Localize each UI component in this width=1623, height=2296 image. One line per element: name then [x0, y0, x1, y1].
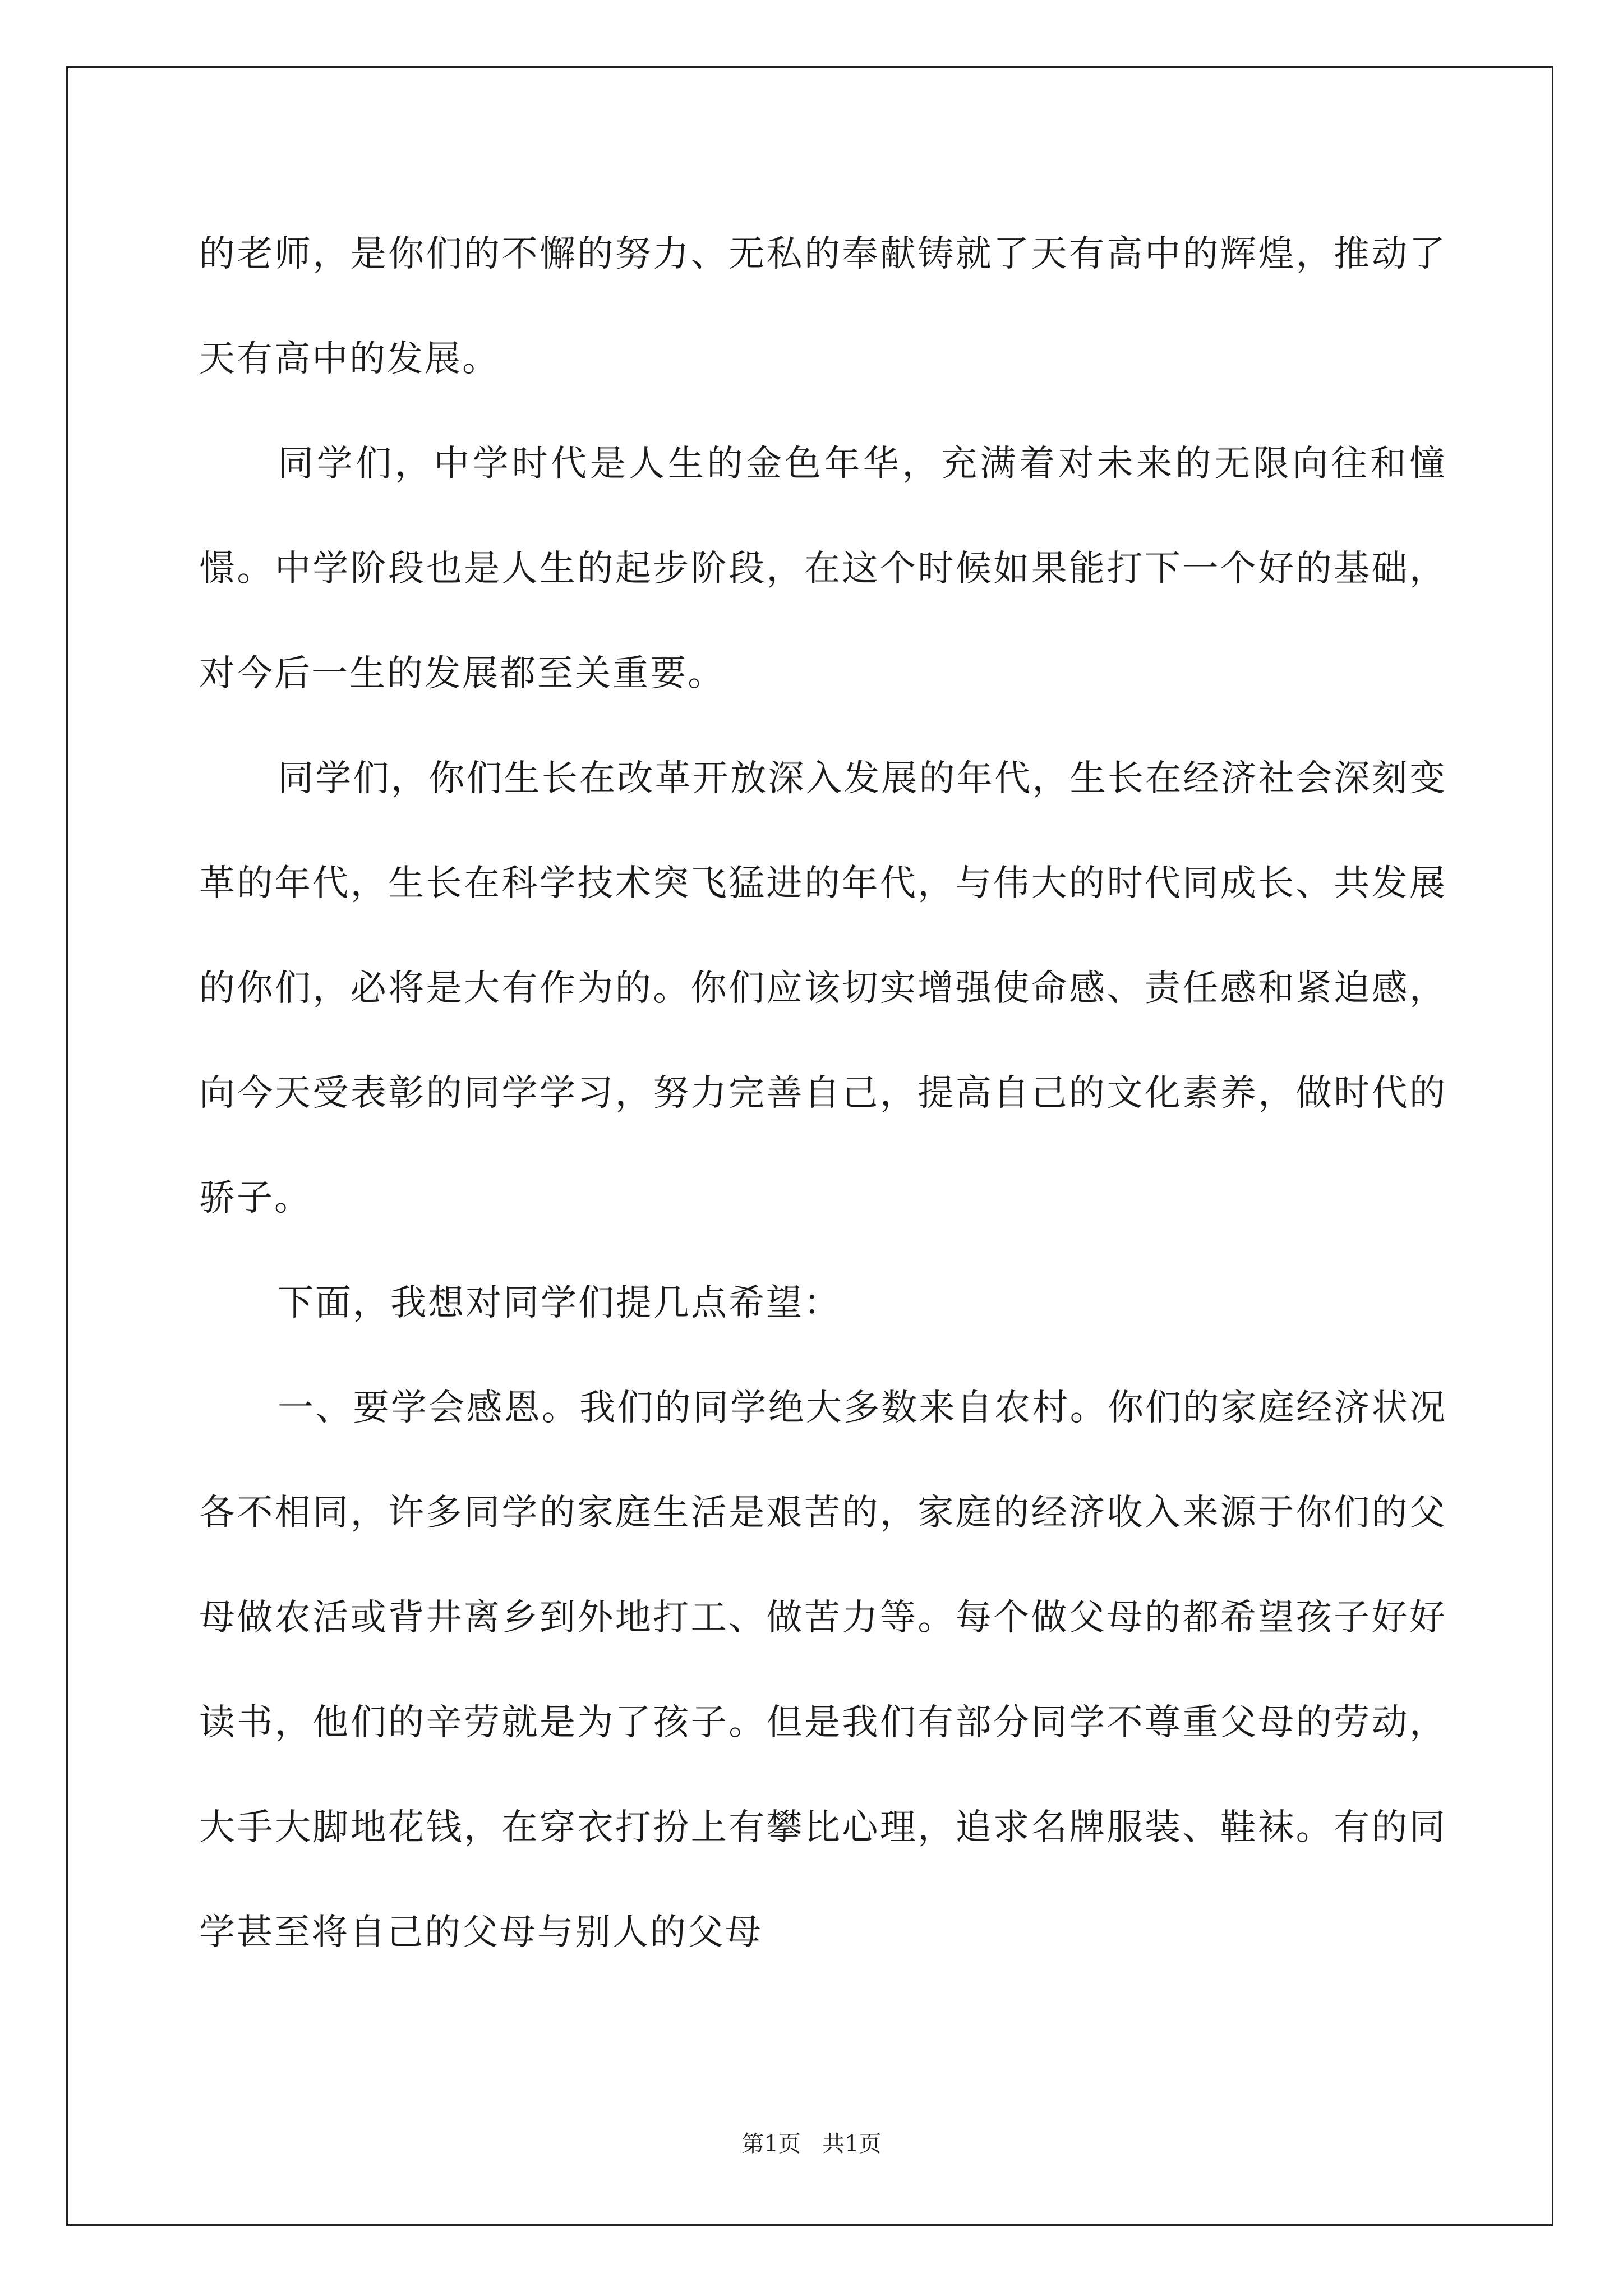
page-number: 第1页: [741, 2131, 801, 2157]
paragraph-1: 的老师，是你们的不懈的努力、无私的奉献铸就了天有高中的辉煌，推动了天有高中的发展。: [199, 233, 1447, 380]
paragraph-2: 同学们，中学时代是人生的金色年华，充满着对未来的无限向往和憧憬。中学阶段也是人生的起步阶段，在这个时候如果能打下一个好的基础，对今后一生的发展都至关重要。: [199, 443, 1447, 694]
paragraph-3: 同学们，你们生长在改革开放深入发展的年代，生长在经济社会深刻变革的年代，生长在科学技术突飞猛进的年代，与伟大的时代同成长、共发展的你们，必将是大有作为的。你们应该切实增强使命感、责任感和紧迫感，向今天受表彰的同学学习，努力完善自己，提高自己的文化素养，做时代的骄子。: [199, 758, 1447, 1219]
paragraph-5: 一、要学会感恩。我们的同学绝大多数来自农村。你们的家庭经济状况各不相同，许多同学的家庭生活是艰苦的，家庭的经济收入来源于你们的父母做农活或背井离乡到外地打工、做苦力等。每个做父母的都希望孩子好好读书，他们的辛劳就是为了孩子。但是我们有部分同学不尊重父母的劳动，大手大脚地花钱，在穿衣打扮上有攀比心理，追求名牌服装、鞋袜。有的同学甚至将自己的父母与别人的父母: [199, 1387, 1447, 1953]
page-total: 共1页: [822, 2131, 882, 2157]
page-footer: [0, 2126, 1623, 2158]
document-body: [199, 202, 1447, 1985]
paragraph-4: 下面，我想对同学们提几点希望：: [278, 1282, 841, 1324]
